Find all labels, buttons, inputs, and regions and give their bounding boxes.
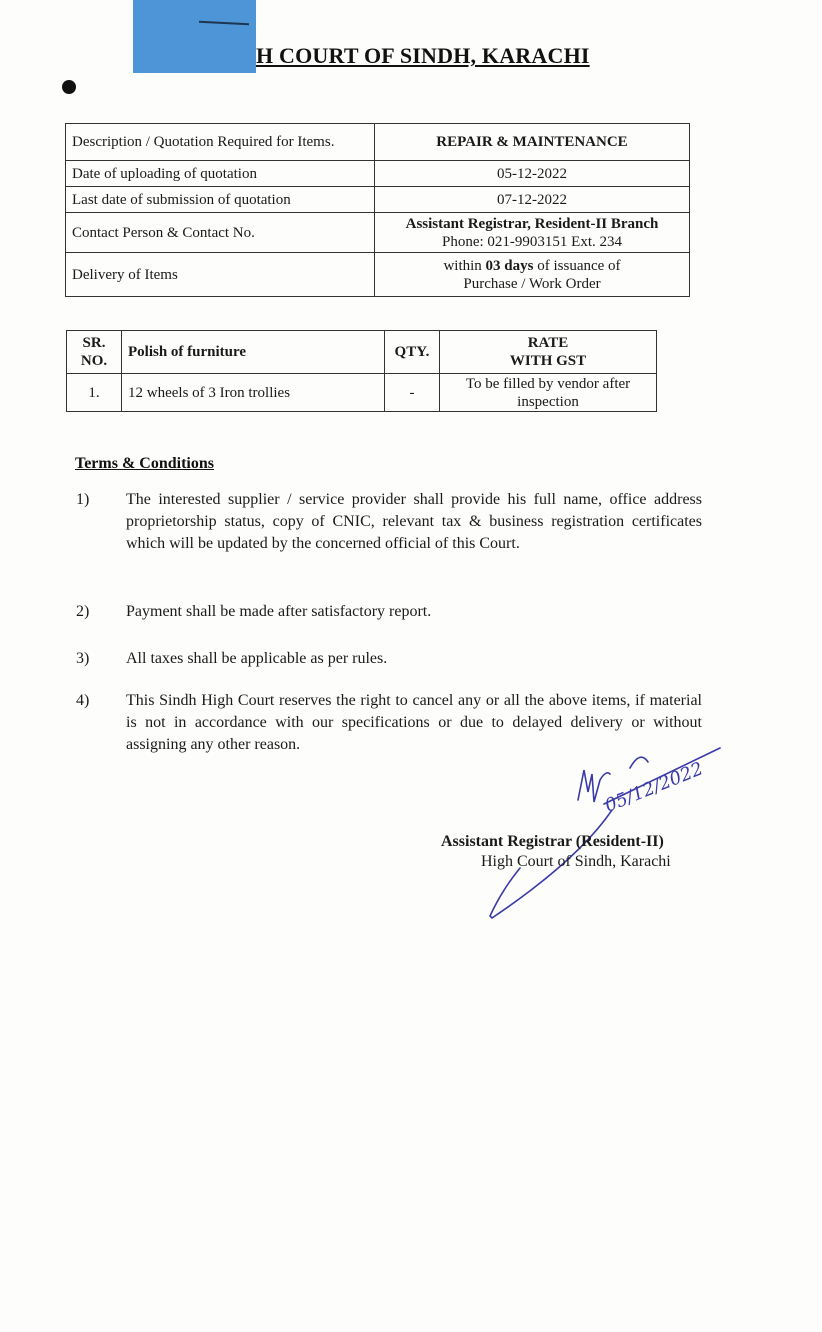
info-value xyxy=(375,213,690,253)
rate-header-1: RATE xyxy=(527,335,569,351)
info-value: 05-12-2022 xyxy=(375,161,690,187)
item-header: Polish of furniture xyxy=(122,331,385,374)
sr-header-2: NO. xyxy=(80,353,108,369)
term-number: 3) xyxy=(76,650,90,667)
term-text: All taxes shall be applicable as per rules. xyxy=(126,650,388,667)
table-row xyxy=(67,374,657,412)
rate-cell-1: To be filled by vendor after xyxy=(465,375,631,392)
items-header-row xyxy=(67,331,657,374)
contact-person: Assistant Registrar, Resident-II Branch xyxy=(405,215,659,232)
term-number: 1) xyxy=(76,491,90,508)
info-row xyxy=(66,161,690,187)
term-item xyxy=(76,648,702,670)
info-row xyxy=(66,187,690,213)
signatory-title: Assistant Registrar (Resident-II) xyxy=(441,833,664,850)
rate-cell xyxy=(440,374,657,412)
info-row xyxy=(66,253,690,297)
page-title: H COURT OF SINDH, KARACHI xyxy=(256,43,590,68)
info-value: REPAIR & MAINTENANCE xyxy=(375,124,690,161)
signature-date: 05/12/2022 xyxy=(602,758,707,817)
contact-phone: Phone: 021-9903151 Ext. 234 xyxy=(442,233,622,250)
info-value: 07-12-2022 xyxy=(375,187,690,213)
signatory-office: High Court of Sindh, Karachi xyxy=(481,853,671,870)
term-item xyxy=(76,601,702,623)
signature-stroke xyxy=(630,757,648,768)
pen-mark xyxy=(199,21,249,26)
items-table xyxy=(66,330,657,412)
term-text: This Sindh High Court reserves the right to cancel any or all the above items, if material is not in accordance with our specifications or due to delayed delivery or without assigning any other reason. xyxy=(126,692,702,753)
qty-cell: - xyxy=(385,374,440,412)
info-table xyxy=(65,123,690,297)
sr-cell: 1. xyxy=(67,374,122,412)
delivery-pre: within xyxy=(443,257,486,274)
rate-header xyxy=(440,331,657,374)
rate-cell-2: inspection xyxy=(517,393,579,410)
term-item xyxy=(76,489,702,555)
term-text: Payment shall be made after satisfactory report. xyxy=(126,603,432,620)
info-row xyxy=(66,124,690,161)
info-label: Date of uploading of quotation xyxy=(66,161,375,187)
info-label: Last date of submission of quotation xyxy=(66,187,375,213)
delivery-line xyxy=(381,257,683,275)
delivery-line-2: Purchase / Work Order xyxy=(463,275,601,292)
terms-heading: Terms & Conditions xyxy=(75,455,214,472)
qty-header: QTY. xyxy=(385,331,440,374)
rate-header-2: WITH GST xyxy=(509,353,587,369)
info-label: Contact Person & Contact No. xyxy=(66,213,375,253)
info-label: Description / Quotation Required for Items. xyxy=(66,124,375,161)
signature-block xyxy=(441,832,671,872)
term-number: 4) xyxy=(76,692,90,709)
delivery-post: of issuance of xyxy=(533,257,621,274)
delivery-days: 03 days xyxy=(485,257,534,274)
sr-header-1: SR. xyxy=(82,335,106,351)
term-text: The interested supplier / service provider shall provide his full name, office address proprietorship status, copy of CNIC, relevant tax & business registration certificates which will be updated by the concerned official of this Court. xyxy=(126,491,702,552)
item-cell: 12 wheels of 3 Iron trollies xyxy=(122,374,385,412)
sr-header xyxy=(67,331,122,374)
term-number: 2) xyxy=(76,603,90,620)
info-row xyxy=(66,213,690,253)
blue-sticky-tab xyxy=(133,0,256,73)
info-value xyxy=(375,253,690,297)
ink-dot xyxy=(62,80,76,94)
info-label: Delivery of Items xyxy=(66,253,375,297)
